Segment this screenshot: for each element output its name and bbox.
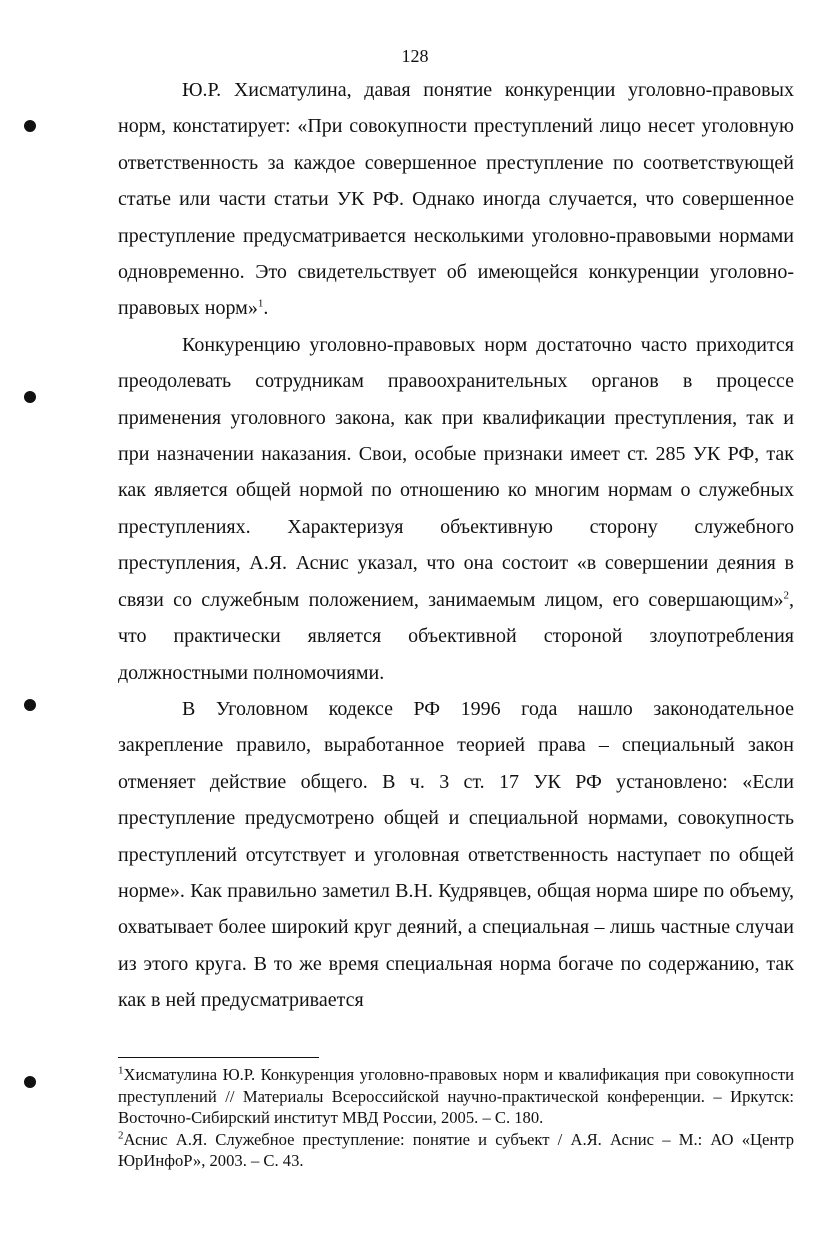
footnote-1-text: Хисматулина Ю.Р. Конкуренция уголовно-правовых норм и квалификация при совокупности преступлений // Материалы Всероссийской научно-практической конференции. – Иркутск: Восточно-Сибирский институт МВД России, 2005. – С. 180. [118, 1065, 794, 1127]
paragraph-1-text-b: . [263, 297, 269, 320]
footnote-1 [118, 1064, 794, 1129]
footnote-ref-2: 2 [783, 589, 789, 602]
footnote-mark-1: 1 [118, 1064, 124, 1077]
footnote-2-text: Аснис А.Я. Служебное преступление: понятие и субъект / А.Я. Аснис – М.: АО «Центр ЮрИнфоР», 2003. – С. 43. [118, 1129, 794, 1170]
footnote-ref-1: 1 [257, 297, 264, 310]
punch-hole-mark [24, 120, 36, 132]
paragraph-3 [118, 691, 794, 1019]
paragraph-1-text-a: Ю.Р. Хисматулина, давая понятие конкуренции уголовно-правовых норм, констатирует: «При совокупности преступлений лицо несет уголовную ответственность за каждое совершенное преступление по соответствующей статье или части статьи УК РФ. Однако иногда случается, что совершенное преступление предусматривается несколькими уголовно-правовыми нормами одновременно. Это свидетельствует об имеющейся конкуренции уголовно-правовых норм» [118, 79, 794, 320]
punch-hole-mark [24, 1076, 36, 1088]
footnote-2 [118, 1129, 794, 1172]
paragraph-1 [118, 72, 794, 327]
body-text [118, 72, 794, 1019]
paragraph-2-text-b: , что практически является объективной стороной злоупотребления должностными полномочиями. [118, 588, 794, 684]
footnote-separator [118, 1057, 319, 1058]
page-number: 128 [401, 46, 429, 66]
paragraph-3-text: В Уголовном кодексе РФ 1996 года нашло законодательное закрепление правило, выработанное теорией права – специальный закон отменяет действие общего. В ч. 3 ст. 17 УК РФ установлено: «Если преступление предусмотрено общей и специальной нормами, совокупность преступлений отсутствует и уголовная ответственность наступает по общей норме». Как правильно заметил В.Н. Кудрявцев, общая норма шире по объему, охватывает более широкий круг деяний, а специальная – лишь частные случаи из этого круга. В то же время специальная норма богаче по содержанию, так как в ней предусматривается [118, 697, 794, 1012]
footnote-mark-2: 2 [118, 1128, 124, 1141]
punch-hole-mark [24, 699, 36, 711]
punch-hole-mark [24, 391, 36, 403]
paragraph-2 [118, 327, 794, 691]
paragraph-2-text-a: Конкуренцию уголовно-правовых норм достаточно часто приходится преодолевать сотрудникам правоохранительных органов в процессе применения уголовного закона, как при квалификации преступления, так и при назначении наказания. Свои, особые признаки имеет ст. 285 УК РФ, так как является общей нормой по отношению ко многим нормам о служебных преступлениях. Характеризуя объективную сторону служебного преступления, А.Я. Аснис указал, что она состоит «в совершении деяния в связи со служебным положением, занимаемым лицом, его совершающим» [118, 333, 794, 611]
footnotes [118, 1064, 794, 1172]
